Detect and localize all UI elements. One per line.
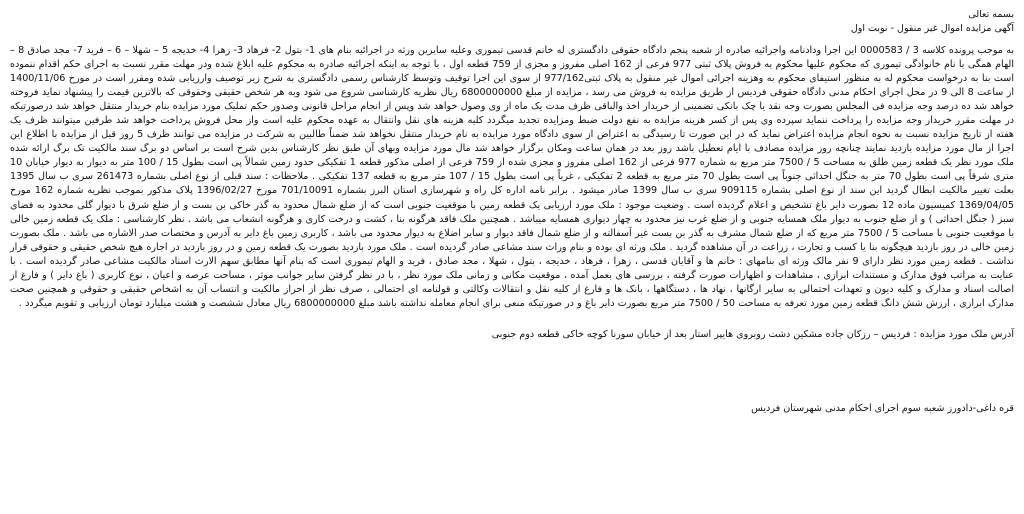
notice-title: آگهی مزایده اموال غیر منقول - نوبت اول	[850, 23, 1014, 34]
spacer	[10, 311, 1014, 328]
signature-line: قره داغی-دادورز شعبه سوم اجرای احکام مدنی شهرستان فردیس	[751, 402, 1014, 414]
bismillah-heading: بسمه تعالی	[968, 9, 1014, 20]
notice-body: به موجب پرونده کلاسه 3 / 0000583 این اجرا ودادنامه واجرائیه صادره از شعبه پنجم دادگاه حقوقی دادگستری له خانم قدسی تیموری وعلیه سایرین ورثه در اجرائیه بنام های 1- بتول 2- فرهاد 3- زهرا 4- خدیجه 5 – شهلا – 6 – فرید 7- مجد صادق 8 – الهام همگی با نام خانوادگی تیموری که محکوم علیها محکوم به فروش پلاک ثبتی 977 فرعی از 162 اصلی مفروز و مجزی از 759 قطعه اول ، با توجه به اینکه اجرائیه صادره به محکوم علیه ابلاغ شده ودر مهلت مقرر نسبت به اجرای حکم اقدام ننموده است بنا به درخواست محکوم له به منظور استیفای محکوم به وهزینه اجرائی اموال غیر منقول به پلاک ثبتی977/162 از سوی این اجرا توقیف وتوسط کارشناس رسمی دادگستری به شرح زیر توصیف وارزیابی شده ومقرر است در مورخ 1400/11/06 از ساعت 8 الی 9 در محل اجرای احکام مدنی دادگاه حقوقی فردیس از طریق مزایده به فروش می رسد ، مزایده از مبلغ 6800000000 ریال نظریه کارشناسی شروع می شود وبه هر شخص حقیقی وحقوقی که بالاترین قیمت را پیشنهاد نماید فروخته خواهد شد ده درصد وجه مزایده فی المجلس بصورت وجه نقد یا چک بانکی تضمینی از خریدار اخذ والباقی ظرف مدت یک ماه از وی وصول خواهد شد وپس از انجام مراحل قانونی وصدور حکم تملیک مورد مزایده بنام خریدار منتقل خواهد شد درصورتیکه در مهلت مقرر خریدار وجه مزایده را پرداخت ننماید سپرده وی پس از کسر هزینه مزایده به نفع دولت ضبط ومزایده تجدید میگردد کلیه هزینه های نقل وانتقال به عهده محکوم علیه است واز محل فروش پرداخت خواهد شد طرفین میتوانند ظرف یک هفته از تاریخ مزایده نسبت به نحوه انجام مزایده اعتراض نماید که در این صورت تا رسیدگی به اعتراض از سوی دادگاه مورد مزایده به نام خریدار منتقل نخواهد شد ضمناً طالبین به شرکت در مزایده می توانند ظرف 5 روز قبل از مزایده با اطلاع این اجرا از مال مورد مزایده بازدید نمایند چنانچه روز مزایده مصادف با ایام تعطیل باشد روز بعد در همان ساعت ومکان برگزار خواهد شد مال مورد مزایده وبهای آن طبق نظر کارشناس بدین شرح است بر اساس دو برگ سند مالکیت تک برگ ارائه شده ملک مورد نظر یک قطعه زمین طلق به مساحت 5 / 7500 متر مربع به شماره 977 فرعی از 162 اصلی مفروز و مجزی شده از 759 فرعی از اصلی مذکور قطعه 1 تفکیکی حدود زمین شمالاً پی است بطول 15 / 100 متر به دیوار به دیوار خیابان 10 متری شرقاً پی است بطول 70 متر به جنگل احداثی جنوباً پی است بطول 70 متر مربع به قطعه 2 تفکیکی ، غرباً پی است بطول 15 / 107 متر مربع به قطعه 137 تفکیکی . ملاحظات : سند قبلی از نوع اصلی بشماره 261473 سری ب سال 1395 بعلت تغییر مالکیت ابطال گردید این سند از نوع اصلی بشماره 909115 سری ب سال 1399 صادر میشود . برابر نامه اداره کل راه و شهرسازی استان البرز بشماره 701/10091 مورخ 1396/02/27 پلاک مذکور بموجب نظریه شماره 162 مورخ 1369/04/05 کمیسیون ماده 12 بصورت دایر باغ تشخیص و اعلام گردیده است . وضعیت موجود : ملک مورد ارزیابی یک قطعه زمین با موقعیت جنوبی است که از ضلع شمال محدود به گذر خاکی بن بست و از ضلع شرق با دیوار گلی محدود به فضای سبز ( جنگل احداثی ) و از ضلع جنوب به دیوار ملک همسایه جنوبی و از ضلع غرب نیز محدود به چهار دیواری همسایه میباشد . همچنین ملک فاقد هرگونه بنا ، کشت و درخت کاری و هرگونه انشعاب می باشد . نظر کارشناسی : ملک یک قطعه زمین خالی با موقعیت جنوبی با مساحت 5 / 7500 متر مربع که از ضلع شمال مشرف به گذر بن بست غیر آسفالته و از ضلع شمال فاقد دیوار و سایر اضلاع به دیوار محدود می باشد ، کاربری زمین باغ دایر به آدرس و مختصات صدر الاشاره می باشد . ملک بصورت زمین خالی در روز بازدید هیچگونه بنا یا کسب و تجارت ، زراعت در آن مشاهده گردید . ملک ورثه ای بوده و بنام وراث سند مشاعی صادر گردیده است . ملک مورد بازدید بصورت یک قطعه زمین و در روز بازدید در اجاره هیچ شخص حقیقی و حقوقی قرار نداشت . قطعه زمین مورد نظر دارای 9 نفر مالک ورثه ای بنامهای : خانم ها و آقایان قدسی ، زهرا ، فرهاد ، خدیجه ، بتول ، شهلا ، مجد صادق ، فرید و الهام تیموری است که بنام آنها مطابق سهم الارث اسناد مالکیت مشاعی صادر گردیده است . با عنایت به مراتب فوق مدارک و مستندات ابرازی ، مشاهدات و اظهارات صورت گرفته ، بررسی های بعمل آمده ، موقعیت مکانی و زمانی ملک مورد نظر ، با در نظر گرفتن سایر جوانب موثر ، مساحت عرصه و اعیان ، نوع کاربری ( باغ دایر ) و فارغ از اصالت اسناد و مدارک و کلیه دیون و تعهدات احتمالی به سایر ارگانها ، نهاد ها ، دستگاهها ، بانک ها و فارغ از کلیه نقل و انتقالات وکالتی و قولنامه ای احتمالی ، صرف نظر از احراز مالکیت و انتساب آن به اشخاص حقیقی و حقوقی و همچنین صحت مدارک ابرازی ، ارزش شش دانگ قطعه زمین مورد تعرفه به مساحت 50 / 7500 متر مربع بصورت دایر باغ و در صورتیکه منعی برای انجام معامله نداشته باشد مبلغ 6800000000 ریال معادل ششصت و هشت میلیارد تومان ارزیابی و تقویم میگردد .	[10, 45, 1015, 309]
property-address: آدرس ملک مورد مزایده : فردیس – رزکان جاده مشکین دشت روبروی هایپر استار بعد از خیابان سورنا کوچه خاکی قطعه دوم جنوبی	[491, 328, 1014, 340]
spacer	[10, 36, 1014, 44]
spacer	[10, 342, 1014, 402]
